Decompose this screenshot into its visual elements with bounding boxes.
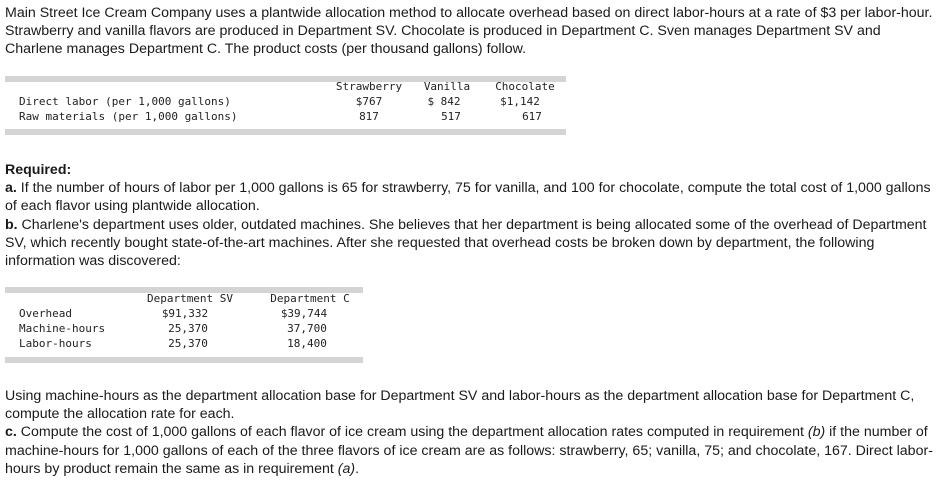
row-overhead-label: Overhead xyxy=(19,307,72,320)
problem-intro xyxy=(5,4,942,59)
part-b-continuation: Using machine-hours as the department allocation base for Department SV and labor-hours as the department allocation base for Department C, compute the allocation rate for each. xyxy=(5,388,915,423)
overhead-sv: $91,332 xyxy=(161,307,209,320)
department-overhead-table xyxy=(5,287,363,365)
raw-materials-vanilla: 517 xyxy=(441,110,461,123)
requirement-c-text-3: . xyxy=(355,460,360,477)
requirement-b-text: Charlene's department uses older, outdated machines. She believes that her department is being allocated some of the overhead of Department SV, which recently bought state-of-the-art machines. After she requested that overhead costs be broken down by department, the following information was discovered: xyxy=(5,216,927,270)
row-raw-materials-label: Raw materials (per 1,000 gallons) xyxy=(19,110,238,123)
direct-labor-vanilla: $ 842 xyxy=(427,95,461,108)
machine-hours-sv: 25,370 xyxy=(168,322,208,335)
header-department-c: Department C xyxy=(270,292,350,305)
requirement-c xyxy=(5,423,942,478)
requirement-c-text-2: if the number of machine-hours for 1,000 gallons of each of the three flavors of ice cream are as follows: strawberry, 65; vanilla, 75; and chocolate, 167. Direct labor-hours by product remain the same as in requirement xyxy=(5,424,933,477)
table-bottom-band xyxy=(5,357,363,363)
table-top-band xyxy=(5,76,566,82)
requirement-a-label: a. xyxy=(5,180,17,197)
requirement-c-ref-b: (b) xyxy=(807,424,826,441)
table-bottom-band xyxy=(5,129,566,135)
requirement-a-text: If the number of hours of labor per 1,000 gallons is 65 for strawberry, 75 for vanilla, and 100 for chocolate, compute the total cost of 1,000 gallons of each flavor using plantwide allocation. xyxy=(5,180,931,215)
requirement-b xyxy=(5,216,942,271)
header-strawberry: Strawberry xyxy=(335,80,403,93)
product-cost-table xyxy=(5,76,566,137)
labor-hours-c: 18,400 xyxy=(287,337,327,350)
requirement-c-label: c. xyxy=(5,424,17,441)
row-direct-labor-label: Direct labor (per 1,000 gallons) xyxy=(19,95,231,108)
required-section xyxy=(5,161,942,270)
labor-hours-sv: 25,370 xyxy=(168,337,208,350)
raw-materials-chocolate: 617 xyxy=(522,110,542,123)
requirement-c-ref-a: (a) xyxy=(337,460,356,477)
requirement-c-text-1: Compute the cost of 1,000 gallons of each flavor of ice cream using the department allocation rates computed in requirement xyxy=(16,424,808,441)
direct-labor-chocolate: $1,142 xyxy=(500,95,540,108)
raw-materials-strawberry: 817 xyxy=(359,110,379,123)
required-heading: Required: xyxy=(5,162,72,178)
header-vanilla: Vanilla xyxy=(423,80,471,93)
direct-labor-strawberry: $767 xyxy=(355,95,383,108)
machine-hours-c: 37,700 xyxy=(287,322,327,335)
overhead-c: $39,744 xyxy=(280,307,328,320)
intro-text: Main Street Ice Cream Company uses a plantwide allocation method to allocate overhead based on direct labor-hours at a rate of $3 per labor-hour. Strawberry and vanilla flavors are produced in Department SV. Chocolate is produced in Department C. Sven manages Department SV and Charlene manages Department C. The product costs (per thousand gallons) follow. xyxy=(5,5,933,58)
row-labor-hours-label: Labor-hours xyxy=(19,337,92,350)
header-department-sv: Department SV xyxy=(146,292,234,305)
final-section xyxy=(5,387,942,478)
row-machine-hours-label: Machine-hours xyxy=(19,322,106,335)
requirement-a xyxy=(5,179,942,215)
requirement-b-label: b. xyxy=(5,216,18,233)
header-chocolate: Chocolate xyxy=(495,80,555,93)
